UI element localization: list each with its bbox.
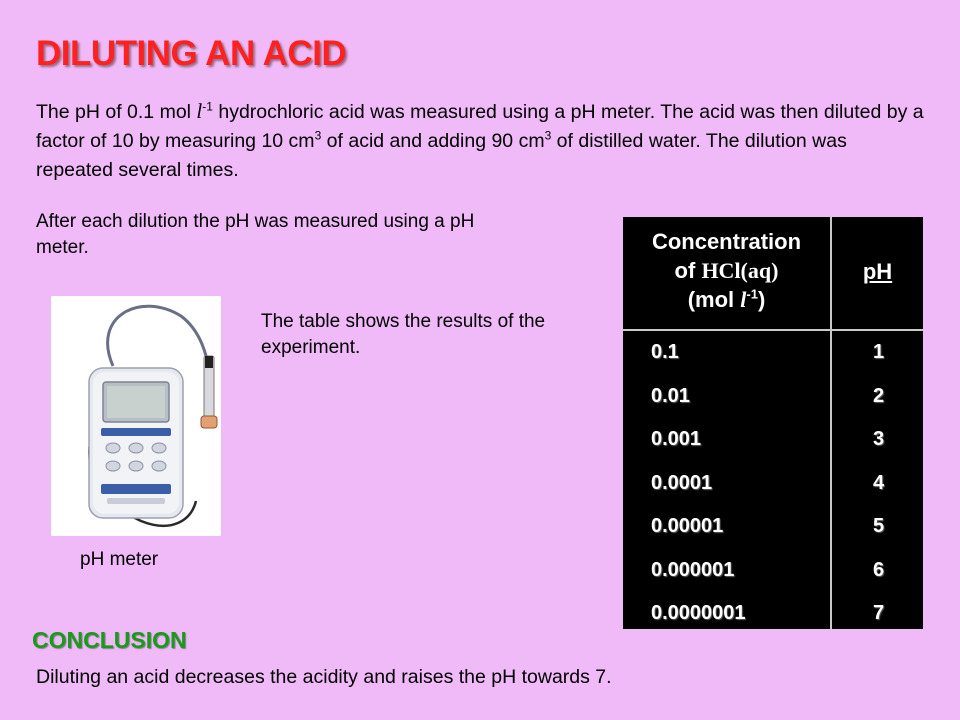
- table-cell-concentration: 0.000001: [651, 559, 735, 581]
- after-dilution-text: After each dilution the pH was measured using a pH meter.: [36, 211, 475, 258]
- ph-meter-picture: [51, 296, 221, 536]
- table-cell-ph: 7: [873, 602, 885, 624]
- table-cell-ph: 2: [873, 385, 885, 407]
- header-divider: [623, 329, 923, 331]
- table-cell-ph: 5: [873, 515, 885, 537]
- table-description-text: The table shows the results of the experiment.: [261, 311, 546, 358]
- header-concentration: Concentration of HCl(aq) (mol $l^{-1}$): [651, 229, 802, 312]
- table-cell-ph: 1: [873, 341, 885, 363]
- table-cell-ph: 6: [873, 559, 885, 581]
- table-cell-concentration: 0.001: [651, 428, 702, 450]
- page-title: DILUTING AN ACID: [36, 34, 347, 73]
- table-cell-concentration: 0.01: [651, 385, 690, 407]
- intro-paragraph: The pH of 0.1 mol $l^{-1}$ hydrochloric acid was measured using a pH meter. The acid was then diluted by a factor of 10 by measuring 10 $cm^3$ of acid and adding 90 $cm^3$ of distilled water. The dilution was repeated several times.: [36, 99, 924, 181]
- header-ph: pH: [862, 259, 893, 284]
- table-cell-concentration: 0.0001: [651, 472, 713, 494]
- table-cell-concentration: 0.1: [651, 341, 679, 363]
- conclusion-text: Diluting an acid decreases the acidity and raises the pH towards 7.: [36, 666, 612, 688]
- table-cell-concentration: 0.0000001: [651, 602, 746, 624]
- ph-meter-caption: pH meter: [80, 549, 159, 570]
- conclusion-heading: CONCLUSION: [32, 627, 187, 653]
- table-cell-ph: 3: [873, 428, 885, 450]
- table-cell-ph: 4: [873, 472, 885, 494]
- table-cell-concentration: 0.00001: [651, 515, 724, 537]
- results-table: [623, 217, 923, 629]
